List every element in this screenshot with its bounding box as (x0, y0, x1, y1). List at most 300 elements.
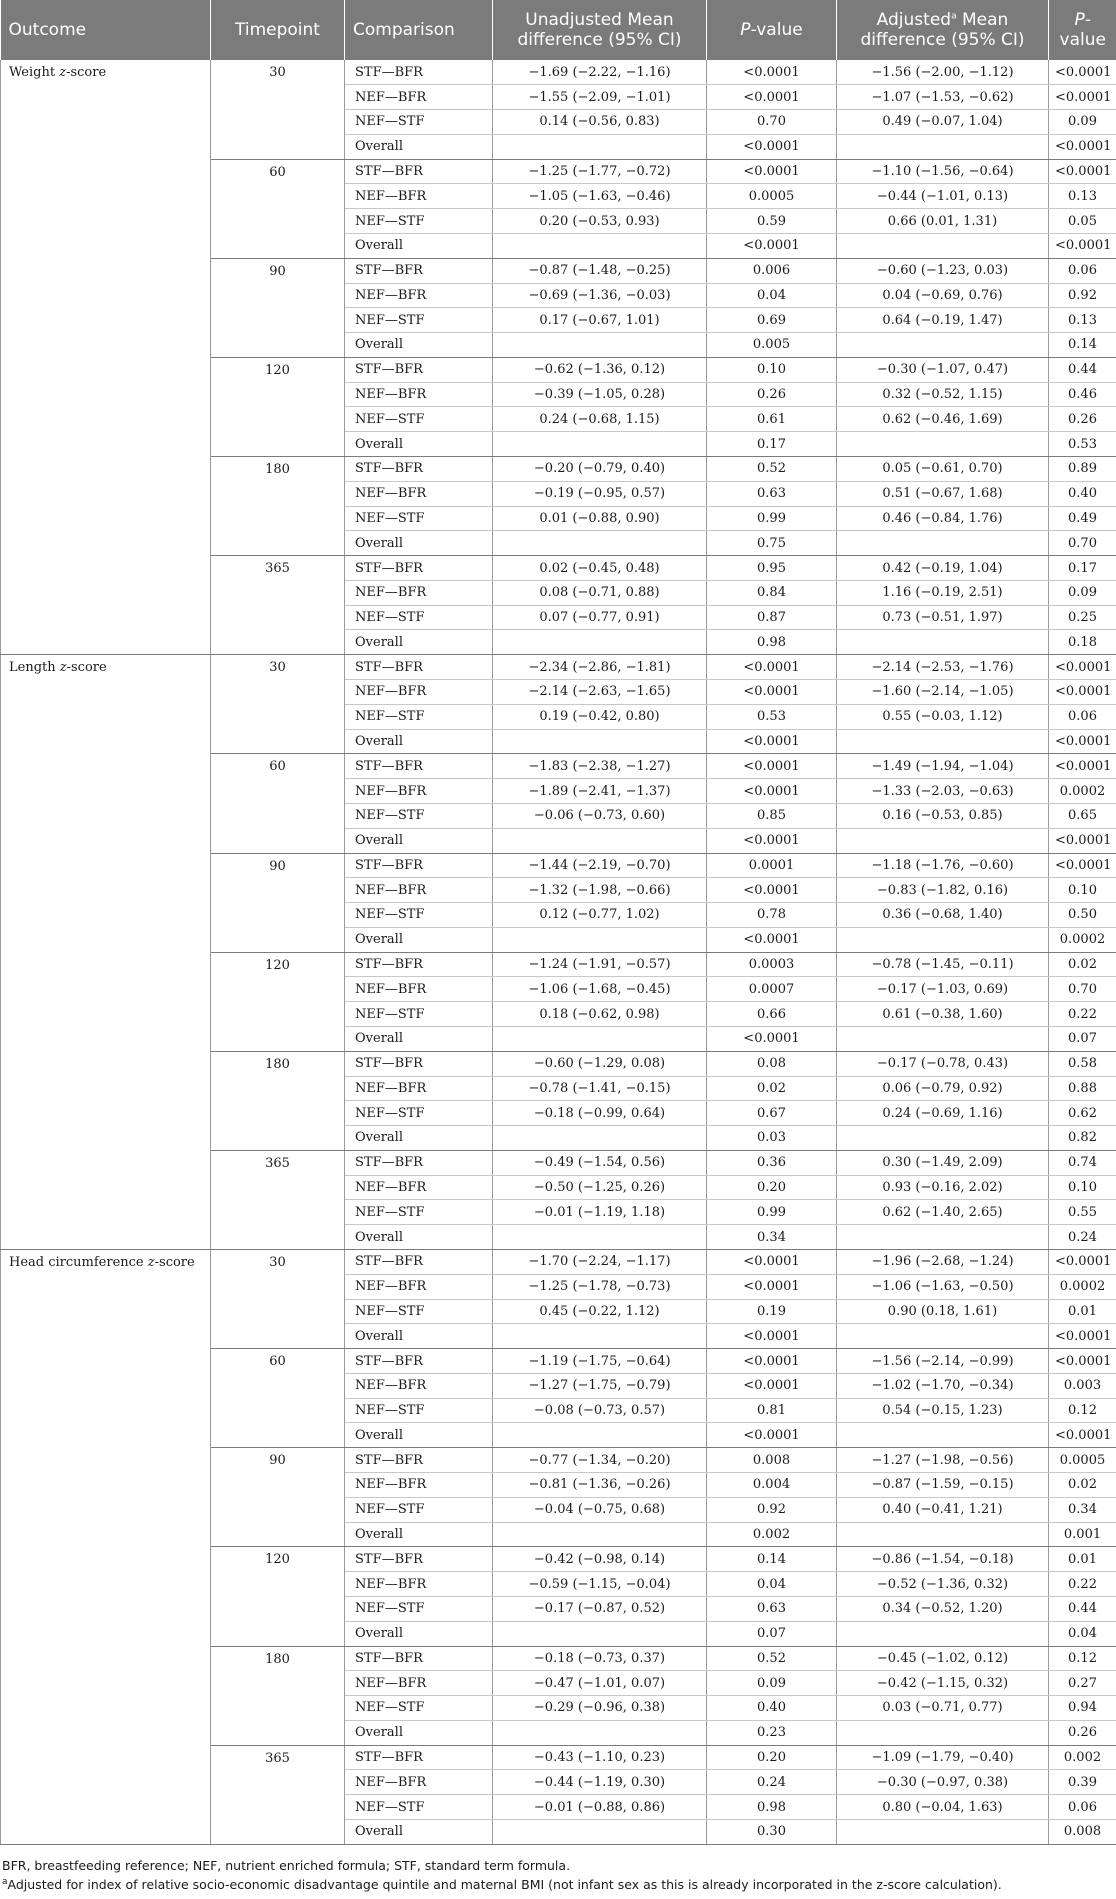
unadjusted-p-value-cell: 0.75 (707, 531, 837, 556)
adjusted-p-value-cell: <0.0001 (1049, 729, 1116, 754)
adjusted-difference-cell: 0.55 (−0.03, 1.12) (837, 704, 1049, 729)
unadjusted-p-value-cell: 0.63 (707, 481, 837, 506)
timepoint-cell: 180 (211, 1646, 345, 1745)
footnote-adjusted (2, 1875, 1116, 1894)
timepoint-cell: 365 (211, 1150, 345, 1249)
header-outcome: Outcome (1, 0, 211, 60)
comparison-cell: NEF—BFR (345, 878, 493, 903)
adjusted-difference-cell: 0.40 (−0.41, 1.21) (837, 1497, 1049, 1522)
unadjusted-p-value-cell: <0.0001 (707, 1324, 837, 1349)
adjusted-p-value-cell: 0.46 (1049, 382, 1116, 407)
adjusted-difference-cell (837, 1621, 1049, 1646)
header-unadjusted-line2: difference (95% CI) (517, 30, 682, 50)
header-p-suffix: -value (750, 20, 803, 40)
unadjusted-p-value-cell: 0.03 (707, 1126, 837, 1151)
table-body (1, 60, 1116, 1844)
adjusted-p-value-cell: 0.26 (1049, 1720, 1116, 1745)
adjusted-difference-cell (837, 1225, 1049, 1250)
comparison-cell: STF—BFR (345, 457, 493, 482)
adjusted-difference-cell: −1.02 (−1.70, −0.34) (837, 1373, 1049, 1398)
unadjusted-difference-cell: −0.60 (−1.29, 0.08) (493, 1051, 707, 1076)
unadjusted-difference-cell: 0.02 (−0.45, 0.48) (493, 556, 707, 581)
adjusted-p-value-cell: 0.92 (1049, 283, 1116, 308)
unadjusted-p-value-cell: <0.0001 (707, 1026, 837, 1051)
comparison-cell: Overall (345, 1522, 493, 1547)
adjusted-difference-cell: −1.56 (−2.14, −0.99) (837, 1349, 1049, 1374)
comparison-cell: STF—BFR (345, 556, 493, 581)
unadjusted-difference-cell: 0.14 (−0.56, 0.83) (493, 110, 707, 135)
unadjusted-difference-cell: −0.87 (−1.48, −0.25) (493, 258, 707, 283)
unadjusted-difference-cell (493, 1324, 707, 1349)
comparison-cell: STF—BFR (345, 1150, 493, 1175)
unadjusted-difference-cell: −0.59 (−1.15, −0.04) (493, 1572, 707, 1597)
unadjusted-difference-cell: 0.45 (−0.22, 1.12) (493, 1299, 707, 1324)
unadjusted-p-value-cell: <0.0001 (707, 134, 837, 159)
adjusted-difference-cell: −0.83 (−1.82, 0.16) (837, 878, 1049, 903)
outcome-label (1, 1250, 211, 1845)
adjusted-p-value-cell: 0.55 (1049, 1200, 1116, 1225)
unadjusted-p-value-cell: 0.23 (707, 1720, 837, 1745)
adjusted-difference-cell: 1.16 (−0.19, 2.51) (837, 580, 1049, 605)
comparison-cell: NEF—STF (345, 1696, 493, 1721)
unadjusted-difference-cell (493, 828, 707, 853)
adjusted-p-value-cell: <0.0001 (1049, 1349, 1116, 1374)
comparison-cell: NEF—STF (345, 803, 493, 828)
unadjusted-p-value-cell: 0.52 (707, 1646, 837, 1671)
comparison-cell: NEF—BFR (345, 680, 493, 705)
comparison-cell: NEF—BFR (345, 1770, 493, 1795)
comparison-cell: NEF—BFR (345, 1175, 493, 1200)
comparison-cell: Overall (345, 927, 493, 952)
adjusted-p-value-cell: 0.88 (1049, 1076, 1116, 1101)
outcome-label-suffix: -score (66, 660, 107, 676)
comparison-cell: NEF—BFR (345, 184, 493, 209)
adjusted-difference-cell (837, 1819, 1049, 1844)
comparison-cell: STF—BFR (345, 952, 493, 977)
adjusted-p-value-cell: 0.50 (1049, 903, 1116, 928)
adjusted-difference-cell: −0.17 (−1.03, 0.69) (837, 977, 1049, 1002)
comparison-cell: STF—BFR (345, 60, 493, 85)
header-adjusted-sup: a (951, 11, 957, 22)
comparison-cell: Overall (345, 729, 493, 754)
unadjusted-p-value-cell: <0.0001 (707, 1349, 837, 1374)
unadjusted-p-value-cell: <0.0001 (707, 680, 837, 705)
comparison-cell: NEF—BFR (345, 283, 493, 308)
unadjusted-difference-cell: −0.47 (−1.01, 0.07) (493, 1671, 707, 1696)
adjusted-p-value-cell: 0.0002 (1049, 927, 1116, 952)
timepoint-cell: 60 (211, 159, 345, 258)
comparison-cell: STF—BFR (345, 1646, 493, 1671)
adjusted-p-value-cell: 0.09 (1049, 110, 1116, 135)
unadjusted-difference-cell (493, 1720, 707, 1745)
unadjusted-difference-cell (493, 531, 707, 556)
comparison-cell: Overall (345, 1423, 493, 1448)
adjusted-difference-cell: −1.18 (−1.76, −0.60) (837, 853, 1049, 878)
unadjusted-p-value-cell: <0.0001 (707, 1250, 837, 1275)
unadjusted-difference-cell: −1.06 (−1.68, −0.45) (493, 977, 707, 1002)
unadjusted-p-value-cell: <0.0001 (707, 655, 837, 680)
adjusted-difference-cell: −1.06 (−1.63, −0.50) (837, 1274, 1049, 1299)
unadjusted-difference-cell: 0.18 (−0.62, 0.98) (493, 1002, 707, 1027)
unadjusted-difference-cell (493, 729, 707, 754)
comparison-cell: NEF—BFR (345, 1473, 493, 1498)
unadjusted-difference-cell: 0.12 (−0.77, 1.02) (493, 903, 707, 928)
comparison-cell: NEF—BFR (345, 1274, 493, 1299)
comparison-cell: NEF—STF (345, 1795, 493, 1820)
unadjusted-p-value-cell: <0.0001 (707, 1373, 837, 1398)
unadjusted-p-value-cell: 0.20 (707, 1175, 837, 1200)
outcome-label-italic: z (147, 1255, 155, 1270)
comparison-cell: NEF—BFR (345, 580, 493, 605)
outcome-label-italic: z (59, 660, 67, 676)
adjusted-difference-cell (837, 333, 1049, 358)
adjusted-p-value-cell: 0.10 (1049, 878, 1116, 903)
adjusted-difference-cell (837, 1324, 1049, 1349)
adjusted-difference-cell: 0.62 (−0.46, 1.69) (837, 407, 1049, 432)
comparison-cell: NEF—STF (345, 1299, 493, 1324)
adjusted-difference-cell: 0.16 (−0.53, 0.85) (837, 803, 1049, 828)
adjusted-difference-cell: −0.52 (−1.36, 0.32) (837, 1572, 1049, 1597)
unadjusted-difference-cell: −0.08 (−0.73, 0.57) (493, 1398, 707, 1423)
adjusted-difference-cell: 0.66 (0.01, 1.31) (837, 209, 1049, 234)
unadjusted-p-value-cell: <0.0001 (707, 1274, 837, 1299)
adjusted-difference-cell: 0.03 (−0.71, 0.77) (837, 1696, 1049, 1721)
header-unadjusted-line1: Unadjusted Mean (525, 10, 674, 30)
unadjusted-difference-cell: −1.19 (−1.75, −0.64) (493, 1349, 707, 1374)
adjusted-p-value-cell: 0.07 (1049, 1026, 1116, 1051)
header-p-italic: P (1074, 10, 1085, 30)
adjusted-difference-cell (837, 1126, 1049, 1151)
adjusted-p-value-cell: 0.13 (1049, 184, 1116, 209)
unadjusted-p-value-cell: 0.63 (707, 1596, 837, 1621)
adjusted-difference-cell: −0.78 (−1.45, −0.11) (837, 952, 1049, 977)
adjusted-difference-cell (837, 828, 1049, 853)
adjusted-difference-cell: 0.93 (−0.16, 2.02) (837, 1175, 1049, 1200)
unadjusted-difference-cell: −0.69 (−1.36, −0.03) (493, 283, 707, 308)
outcome-label-suffix: -score (154, 1255, 195, 1270)
adjusted-difference-cell: −0.44 (−1.01, 0.13) (837, 184, 1049, 209)
adjusted-difference-cell: −0.30 (−1.07, 0.47) (837, 357, 1049, 382)
unadjusted-p-value-cell: <0.0001 (707, 754, 837, 779)
unadjusted-difference-cell: −0.01 (−0.88, 0.86) (493, 1795, 707, 1820)
adjusted-p-value-cell: 0.09 (1049, 580, 1116, 605)
comparison-cell: Overall (345, 630, 493, 655)
adjusted-difference-cell: 0.46 (−0.84, 1.76) (837, 506, 1049, 531)
comparison-cell: STF—BFR (345, 1250, 493, 1275)
unadjusted-p-value-cell: <0.0001 (707, 60, 837, 85)
outcome-label-text: Head circumference (9, 1255, 148, 1270)
adjusted-difference-cell: −0.42 (−1.15, 0.32) (837, 1671, 1049, 1696)
unadjusted-difference-cell: −1.70 (−2.24, −1.17) (493, 1250, 707, 1275)
unadjusted-difference-cell: −0.17 (−0.87, 0.52) (493, 1596, 707, 1621)
adjusted-difference-cell: −1.07 (−1.53, −0.62) (837, 85, 1049, 110)
unadjusted-p-value-cell: <0.0001 (707, 159, 837, 184)
comparison-cell: NEF—STF (345, 1398, 493, 1423)
adjusted-difference-cell (837, 134, 1049, 159)
adjusted-p-value-cell: <0.0001 (1049, 60, 1116, 85)
adjusted-p-value-cell: <0.0001 (1049, 85, 1116, 110)
unadjusted-p-value-cell: 0.99 (707, 1200, 837, 1225)
adjusted-difference-cell: −1.60 (−2.14, −1.05) (837, 680, 1049, 705)
adjusted-difference-cell: 0.04 (−0.69, 0.76) (837, 283, 1049, 308)
unadjusted-p-value-cell: 0.30 (707, 1819, 837, 1844)
adjusted-p-value-cell: 0.22 (1049, 1572, 1116, 1597)
adjusted-p-value-cell: 0.34 (1049, 1497, 1116, 1522)
outcome-label-text: Weight (9, 65, 60, 80)
adjusted-difference-cell: 0.24 (−0.69, 1.16) (837, 1101, 1049, 1126)
comparison-cell: STF—BFR (345, 655, 493, 680)
adjusted-p-value-cell: 0.001 (1049, 1522, 1116, 1547)
header-unadjusted (493, 0, 707, 60)
adjusted-difference-cell: 0.90 (0.18, 1.61) (837, 1299, 1049, 1324)
unadjusted-difference-cell: −0.50 (−1.25, 0.26) (493, 1175, 707, 1200)
adjusted-difference-cell (837, 630, 1049, 655)
unadjusted-p-value-cell: 0.08 (707, 1051, 837, 1076)
unadjusted-p-value-cell: 0.19 (707, 1299, 837, 1324)
unadjusted-p-value-cell: 0.78 (707, 903, 837, 928)
unadjusted-p-value-cell: 0.04 (707, 1572, 837, 1597)
adjusted-difference-cell: 0.54 (−0.15, 1.23) (837, 1398, 1049, 1423)
outcome-label-italic: z (59, 65, 67, 80)
unadjusted-p-value-cell: <0.0001 (707, 878, 837, 903)
unadjusted-difference-cell: 0.08 (−0.71, 0.88) (493, 580, 707, 605)
adjusted-p-value-cell: 0.89 (1049, 457, 1116, 482)
unadjusted-difference-cell: −1.55 (−2.09, −1.01) (493, 85, 707, 110)
adjusted-difference-cell (837, 1522, 1049, 1547)
header-timepoint: Timepoint (211, 0, 345, 60)
unadjusted-difference-cell: 0.19 (−0.42, 0.80) (493, 704, 707, 729)
adjusted-p-value-cell: 0.40 (1049, 481, 1116, 506)
comparison-cell: Overall (345, 1126, 493, 1151)
unadjusted-difference-cell: 0.07 (−0.77, 0.91) (493, 605, 707, 630)
unadjusted-difference-cell (493, 1423, 707, 1448)
unadjusted-difference-cell (493, 1621, 707, 1646)
comparison-cell: Overall (345, 1324, 493, 1349)
adjusted-p-value-cell: <0.0001 (1049, 754, 1116, 779)
footnote-abbreviations: BFR, breastfeeding reference; NEF, nutrient enriched formula; STF, standard term formula. (2, 1858, 571, 1873)
adjusted-p-value-cell: 0.58 (1049, 1051, 1116, 1076)
unadjusted-p-value-cell: 0.95 (707, 556, 837, 581)
adjusted-difference-cell: 0.30 (−1.49, 2.09) (837, 1150, 1049, 1175)
comparison-cell: NEF—BFR (345, 1671, 493, 1696)
adjusted-difference-cell: 0.62 (−1.40, 2.65) (837, 1200, 1049, 1225)
adjusted-difference-cell: 0.51 (−0.67, 1.68) (837, 481, 1049, 506)
timepoint-cell: 120 (211, 357, 345, 456)
adjusted-p-value-cell: 0.06 (1049, 258, 1116, 283)
adjusted-p-value-cell: 0.06 (1049, 1795, 1116, 1820)
unadjusted-difference-cell: −0.44 (−1.19, 0.30) (493, 1770, 707, 1795)
unadjusted-difference-cell (493, 333, 707, 358)
unadjusted-p-value-cell: 0.70 (707, 110, 837, 135)
adjusted-difference-cell: −0.86 (−1.54, −0.18) (837, 1547, 1049, 1572)
comparison-cell: NEF—STF (345, 1002, 493, 1027)
adjusted-p-value-cell: <0.0001 (1049, 233, 1116, 258)
adjusted-p-value-cell: 0.0002 (1049, 1274, 1116, 1299)
unadjusted-p-value-cell: 0.61 (707, 407, 837, 432)
adjusted-difference-cell (837, 233, 1049, 258)
unadjusted-difference-cell: −0.29 (−0.96, 0.38) (493, 1696, 707, 1721)
unadjusted-p-value-cell: 0.006 (707, 258, 837, 283)
unadjusted-p-value-cell: 0.24 (707, 1770, 837, 1795)
outcome-label (1, 655, 211, 1250)
comparison-cell: NEF—STF (345, 209, 493, 234)
unadjusted-p-value-cell: 0.87 (707, 605, 837, 630)
adjusted-difference-cell: 0.32 (−0.52, 1.15) (837, 382, 1049, 407)
unadjusted-difference-cell: −0.19 (−0.95, 0.57) (493, 481, 707, 506)
adjusted-p-value-cell: 0.74 (1049, 1150, 1116, 1175)
comparison-cell: Overall (345, 432, 493, 457)
unadjusted-difference-cell (493, 1522, 707, 1547)
comparison-cell: NEF—STF (345, 1497, 493, 1522)
adjusted-p-value-cell: 0.25 (1049, 605, 1116, 630)
footnotes (0, 1856, 1116, 1894)
header-adjusted (837, 0, 1049, 60)
comparison-cell: NEF—BFR (345, 85, 493, 110)
adjusted-p-value-cell: 0.003 (1049, 1373, 1116, 1398)
comparison-cell: NEF—STF (345, 110, 493, 135)
adjusted-difference-cell: −0.45 (−1.02, 0.12) (837, 1646, 1049, 1671)
adjusted-p-value-cell: 0.70 (1049, 977, 1116, 1002)
unadjusted-p-value-cell: <0.0001 (707, 233, 837, 258)
comparison-cell: STF—BFR (345, 1349, 493, 1374)
header-p-italic: P (740, 20, 751, 40)
adjusted-p-value-cell: 0.39 (1049, 1770, 1116, 1795)
adjusted-p-value-cell: 0.24 (1049, 1225, 1116, 1250)
footnote-adjusted-marker: a (2, 1876, 8, 1887)
comparison-cell: Overall (345, 1720, 493, 1745)
table-header (1, 0, 1116, 60)
unadjusted-difference-cell: −1.24 (−1.91, −0.57) (493, 952, 707, 977)
adjusted-p-value-cell: <0.0001 (1049, 655, 1116, 680)
adjusted-p-value-cell: 0.12 (1049, 1398, 1116, 1423)
header-p-value-unadjusted (707, 0, 837, 60)
adjusted-difference-cell: 0.64 (−0.19, 1.47) (837, 308, 1049, 333)
unadjusted-difference-cell: −1.69 (−2.22, −1.16) (493, 60, 707, 85)
comparison-cell: NEF—STF (345, 308, 493, 333)
comparison-cell: Overall (345, 1225, 493, 1250)
adjusted-p-value-cell: 0.0002 (1049, 779, 1116, 804)
unadjusted-difference-cell: −0.42 (−0.98, 0.14) (493, 1547, 707, 1572)
adjusted-difference-cell: 0.05 (−0.61, 0.70) (837, 457, 1049, 482)
adjusted-difference-cell: −1.56 (−2.00, −1.12) (837, 60, 1049, 85)
comparison-cell: STF—BFR (345, 1448, 493, 1473)
adjusted-p-value-cell: 0.27 (1049, 1671, 1116, 1696)
adjusted-difference-cell: −0.30 (−0.97, 0.38) (837, 1770, 1049, 1795)
adjusted-difference-cell (837, 1026, 1049, 1051)
unadjusted-difference-cell: −1.25 (−1.77, −0.72) (493, 159, 707, 184)
comparison-cell: STF—BFR (345, 357, 493, 382)
adjusted-p-value-cell: 0.53 (1049, 432, 1116, 457)
outcome-label (1, 60, 211, 655)
outcome-label-suffix: -score (66, 65, 107, 80)
unadjusted-difference-cell: −1.89 (−2.41, −1.37) (493, 779, 707, 804)
adjusted-p-value-cell: 0.10 (1049, 1175, 1116, 1200)
unadjusted-difference-cell: −0.04 (−0.75, 0.68) (493, 1497, 707, 1522)
unadjusted-difference-cell: −0.39 (−1.05, 0.28) (493, 382, 707, 407)
unadjusted-difference-cell (493, 927, 707, 952)
adjusted-p-value-cell: 0.02 (1049, 952, 1116, 977)
comparison-cell: Overall (345, 1621, 493, 1646)
adjusted-difference-cell: 0.36 (−0.68, 1.40) (837, 903, 1049, 928)
comparison-cell: Overall (345, 134, 493, 159)
unadjusted-p-value-cell: 0.0005 (707, 184, 837, 209)
comparison-cell: NEF—STF (345, 903, 493, 928)
adjusted-difference-cell: −2.14 (−2.53, −1.76) (837, 655, 1049, 680)
adjusted-p-value-cell: 0.14 (1049, 333, 1116, 358)
unadjusted-p-value-cell: 0.14 (707, 1547, 837, 1572)
unadjusted-p-value-cell: 0.34 (707, 1225, 837, 1250)
adjusted-difference-cell: 0.49 (−0.07, 1.04) (837, 110, 1049, 135)
adjusted-p-value-cell: 0.70 (1049, 531, 1116, 556)
comparison-cell: NEF—BFR (345, 382, 493, 407)
unadjusted-p-value-cell: 0.07 (707, 1621, 837, 1646)
timepoint-cell: 60 (211, 754, 345, 853)
comparison-cell: NEF—BFR (345, 481, 493, 506)
unadjusted-difference-cell (493, 233, 707, 258)
adjusted-difference-cell: −1.10 (−1.56, −0.64) (837, 159, 1049, 184)
header-p-suffix: -value (1059, 10, 1106, 50)
adjusted-p-value-cell: 0.13 (1049, 308, 1116, 333)
unadjusted-p-value-cell: 0.002 (707, 1522, 837, 1547)
adjusted-p-value-cell: 0.12 (1049, 1646, 1116, 1671)
unadjusted-difference-cell: −0.81 (−1.36, −0.26) (493, 1473, 707, 1498)
unadjusted-difference-cell: −0.06 (−0.73, 0.60) (493, 803, 707, 828)
adjusted-difference-cell: −1.09 (−1.79, −0.40) (837, 1745, 1049, 1770)
unadjusted-difference-cell: 0.17 (−0.67, 1.01) (493, 308, 707, 333)
unadjusted-p-value-cell: 0.26 (707, 382, 837, 407)
comparison-cell: NEF—STF (345, 605, 493, 630)
comparison-cell: STF—BFR (345, 1745, 493, 1770)
adjusted-difference-cell: −1.27 (−1.98, −0.56) (837, 1448, 1049, 1473)
unadjusted-difference-cell: −2.14 (−2.63, −1.65) (493, 680, 707, 705)
unadjusted-p-value-cell: 0.0007 (707, 977, 837, 1002)
header-adjusted-line2: difference (95% CI) (860, 30, 1025, 50)
adjusted-difference-cell (837, 1720, 1049, 1745)
comparison-cell: NEF—STF (345, 1200, 493, 1225)
comparison-cell: Overall (345, 333, 493, 358)
adjusted-difference-cell: 0.42 (−0.19, 1.04) (837, 556, 1049, 581)
adjusted-difference-cell (837, 729, 1049, 754)
adjusted-p-value-cell: <0.0001 (1049, 1250, 1116, 1275)
unadjusted-p-value-cell: 0.85 (707, 803, 837, 828)
unadjusted-p-value-cell: 0.005 (707, 333, 837, 358)
adjusted-p-value-cell: 0.008 (1049, 1819, 1116, 1844)
adjusted-p-value-cell: <0.0001 (1049, 134, 1116, 159)
adjusted-p-value-cell: <0.0001 (1049, 1324, 1116, 1349)
unadjusted-p-value-cell: <0.0001 (707, 1423, 837, 1448)
unadjusted-p-value-cell: 0.53 (707, 704, 837, 729)
adjusted-p-value-cell: <0.0001 (1049, 1423, 1116, 1448)
unadjusted-difference-cell: −0.01 (−1.19, 1.18) (493, 1200, 707, 1225)
adjusted-difference-cell: 0.80 (−0.04, 1.63) (837, 1795, 1049, 1820)
timepoint-cell: 90 (211, 853, 345, 952)
timepoint-cell: 90 (211, 258, 345, 357)
table-row (1, 1250, 1116, 1275)
unadjusted-p-value-cell: 0.008 (707, 1448, 837, 1473)
timepoint-cell: 90 (211, 1448, 345, 1547)
adjusted-p-value-cell: 0.18 (1049, 630, 1116, 655)
adjusted-difference-cell: −1.49 (−1.94, −1.04) (837, 754, 1049, 779)
comparison-cell: Overall (345, 233, 493, 258)
adjusted-difference-cell (837, 927, 1049, 952)
unadjusted-p-value-cell: 0.10 (707, 357, 837, 382)
footnote-adjusted-text: Adjusted for index of relative socio-economic disadvantage quintile and maternal BMI (not infant sex as this is already incorporated in the z-score calculation). (7, 1877, 1002, 1892)
comparison-cell: NEF—BFR (345, 977, 493, 1002)
timepoint-cell: 365 (211, 1745, 345, 1844)
comparison-cell: NEF—BFR (345, 779, 493, 804)
unadjusted-difference-cell: 0.01 (−0.88, 0.90) (493, 506, 707, 531)
unadjusted-difference-cell: −0.43 (−1.10, 0.23) (493, 1745, 707, 1770)
